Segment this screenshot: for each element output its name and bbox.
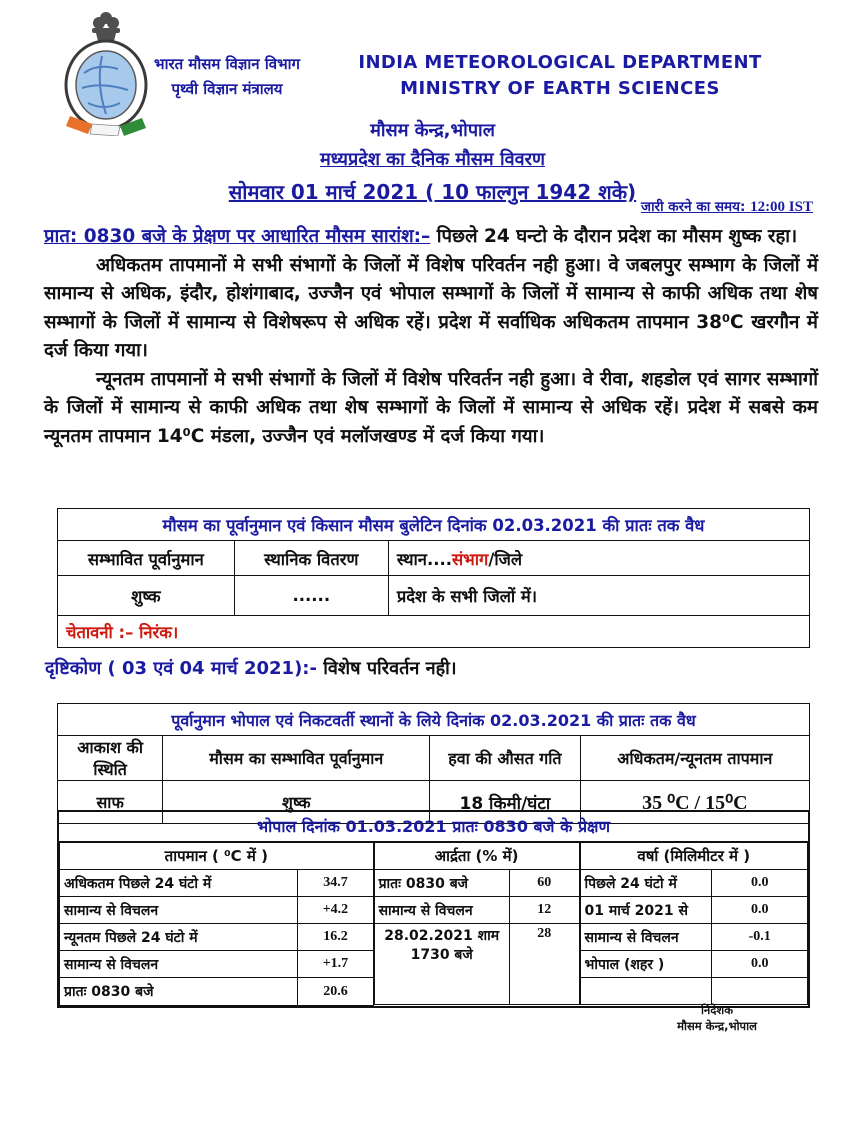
max-run-1: जबलपुर (626, 254, 682, 276)
max-run-4: सम्भागों के जिलों में सामान्य से काफी अधिक तथा शेष सम्भागों के जिलों में सामान्य से विशेषरूप से अधिक रहें। प्रदेश में सर्वाधिक अधिकतम तापमान (44, 283, 818, 333)
rain-empty-value-cell (712, 978, 808, 1005)
rain-empty-cell (580, 978, 712, 1005)
district-label: /जिले (488, 549, 523, 569)
issue-time-value: 12:00 IST (750, 199, 813, 215)
department-name-english (330, 50, 790, 102)
observation-table-title: भोपाल दिनांक 01.03.2021 प्रातः 0830 बजे के प्रेक्षण (59, 812, 808, 842)
bulletin-title: मध्यप्रदेश का दैनिक मौसम विवरण (319, 149, 545, 170)
forecast-col3-header (388, 541, 809, 576)
min-temperature-paragraph (44, 366, 818, 452)
place-value: प्रदेश के सभी जिलों में। (388, 576, 809, 616)
humidity-row-value: 12 (509, 897, 579, 924)
summary-intro: पिछले 24 घन्टो के दौरान प्रदेश का मौसम शुष्क रहा। (430, 226, 798, 247)
max-run-0: अधिकतम तापमानों मे सभी संभागों के जिलों में विशेष परिवर्तन नही हुआ। वे (96, 254, 627, 276)
min-run-1: रीवा, शहडोल एवं सागर (599, 368, 761, 390)
min-run-2: सम्भागों के जिलों में सामान्य से काफी अधिक तथा शेष सम्भागों के जिलों में सामान्य से अधिक रहें। प्रदेश में (44, 368, 818, 418)
warning-line: चेतावनी :– निरंक। (58, 616, 810, 648)
forecast-col2-header: स्थानिक वितरण (234, 541, 388, 576)
temp-row-value: 34.7 (298, 870, 373, 897)
rain-row-label: पिछले 24 घंटो में (580, 870, 712, 897)
humidity-group-header: आर्द्रता (% में) (374, 843, 579, 870)
sky-condition-header: आकाश की स्थिति (58, 736, 163, 781)
rain-row-value: -0.1 (712, 924, 808, 951)
department-name-hindi (132, 52, 322, 102)
rainfall-group-header: वर्षा (मिलिमीटर में ) (580, 843, 807, 870)
rain-row-label: सामान्य से विचलन (580, 924, 712, 951)
temp-row-label: अधिकतम पिछले 24 घंटो में (60, 870, 298, 897)
temp-row-label: सामान्य से विचलन (60, 951, 298, 978)
issue-time-label: जारी करने का समय: (641, 199, 746, 215)
temp-row-label: न्यूनतम पिछले 24 घंटो में (60, 924, 298, 951)
dept-hi-line2: पृथ्वी विज्ञान मंत्रालय (171, 80, 283, 98)
outlook-label: दृष्टिकोण ( 03 एवं 04 मार्च 2021):- (45, 658, 317, 679)
max-run-5: 38⁰C खरगौन में दर्ज किया गया। (44, 311, 818, 361)
wind-speed-value: 18 किमी/घंटा (430, 781, 580, 824)
dept-en-line1: INDIA METEOROLOGICAL DEPARTMENT (358, 52, 762, 73)
local-forecast-title: पूर्वानुमान भोपाल एवं निकटवर्ती स्थानों के लिये दिनांक 02.03.2021 की प्रातः तक वैध (58, 704, 810, 736)
summary-heading: प्रात: 0830 बजे के प्रेक्षण पर आधारित मौसम सारांश:– (44, 226, 431, 247)
distribution-value: ...... (234, 576, 388, 616)
issue-time-line (641, 197, 813, 216)
rain-row-value: 0.0 (712, 951, 808, 978)
summary-paragraph (44, 223, 818, 252)
temp-row-value: 20.6 (298, 978, 373, 1006)
temp-row-value: +4.2 (298, 897, 373, 924)
wind-speed-header: हवा की औसत गति (430, 736, 580, 781)
max-min-temp-value: 35 ⁰C / 15⁰C (580, 781, 809, 824)
rainfall-subtable (580, 842, 808, 1005)
signature-designation: निदेशक (700, 1003, 734, 1017)
division-label: संभाग (452, 549, 489, 569)
forecast-col1-header: सम्भावित पूर्वानुमान (58, 541, 235, 576)
place-label: स्थान.... (396, 549, 453, 569)
humidity-row-label: सामान्य से विचलन (374, 897, 509, 924)
humidity-row-value: 60 (509, 870, 579, 897)
outlook-text: विशेष परिवर्तन नही। (316, 658, 457, 679)
min-run-0: न्यूनतम तापमानों मे सभी संभागों के जिलों में विशेष परिवर्तन नही हुआ। वे (96, 368, 600, 390)
temp-row-value: 16.2 (298, 924, 373, 951)
sky-condition-value: साफ (58, 781, 163, 824)
humidity-subtable (374, 842, 580, 1005)
observation-table (57, 810, 810, 1008)
outlook-line (45, 656, 457, 680)
dept-hi-line1: भारत मौसम विज्ञान विभाग (154, 55, 300, 73)
humidity-evening-label: 28.02.2021 शाम 1730 बजे (374, 924, 509, 1005)
humidity-row-label: प्रातः 0830 बजे (374, 870, 509, 897)
rain-row-value: 0.0 (712, 897, 808, 924)
temperature-group-header: तापमान ( ⁰C में ) (60, 843, 374, 870)
rain-row-label: भोपाल (शहर ) (580, 951, 712, 978)
signature-office: मौसम केन्द्र,भोपाल (677, 1019, 757, 1033)
max-run-3: इंदौर, होशंगाबाद, उज्जैन एवं भोपाल (180, 283, 435, 304)
forecast-table-title: मौसम का पूर्वानुमान एवं किसान मौसम बुलेटिन दिनांक 02.03.2021 की प्रातः तक वैध (58, 509, 810, 541)
max-min-temp-header: अधिकतम/न्यूनतम तापमान (580, 736, 809, 781)
weather-summary-section (44, 223, 818, 451)
signature-block (617, 1002, 817, 1034)
temp-row-label: सामान्य से विचलन (60, 897, 298, 924)
observation-table-body (59, 842, 808, 1006)
rain-row-label: 01 मार्च 2021 से (580, 897, 712, 924)
temperature-subtable (59, 842, 374, 1006)
office-title: मौसम केन्द्र,भोपाल (370, 120, 495, 141)
local-forecast-table (57, 703, 810, 824)
forecast-table (57, 508, 810, 648)
humidity-evening-value: 28 (509, 924, 579, 1005)
temp-row-value: +1.7 (298, 951, 373, 978)
max-temperature-paragraph (44, 252, 818, 366)
temp-row-label: प्रातः 0830 बजे (60, 978, 298, 1006)
bulletin-titles (95, 118, 770, 205)
expected-forecast-header: मौसम का सम्भावित पूर्वानुमान (163, 736, 430, 781)
forecast-value: शुष्क (58, 576, 235, 616)
min-run-3: सबसे कम न्यूनतम तापमान 14⁰C मंडला, उज्जैन एवं मलॉजखण्ड में दर्ज किया गया। (44, 397, 818, 447)
dept-en-line2: MINISTRY OF EARTH SCIENCES (400, 78, 720, 99)
max-run-2: सम्भाग के जिलों में सामान्य से अधिक, (44, 254, 819, 304)
rain-row-value: 0.0 (712, 870, 808, 897)
bulletin-date-line: सोमवार 01 मार्च 2021 ( 10 फाल्गुन 1942 शके) (228, 180, 637, 204)
expected-forecast-value: शुष्क (163, 781, 430, 824)
